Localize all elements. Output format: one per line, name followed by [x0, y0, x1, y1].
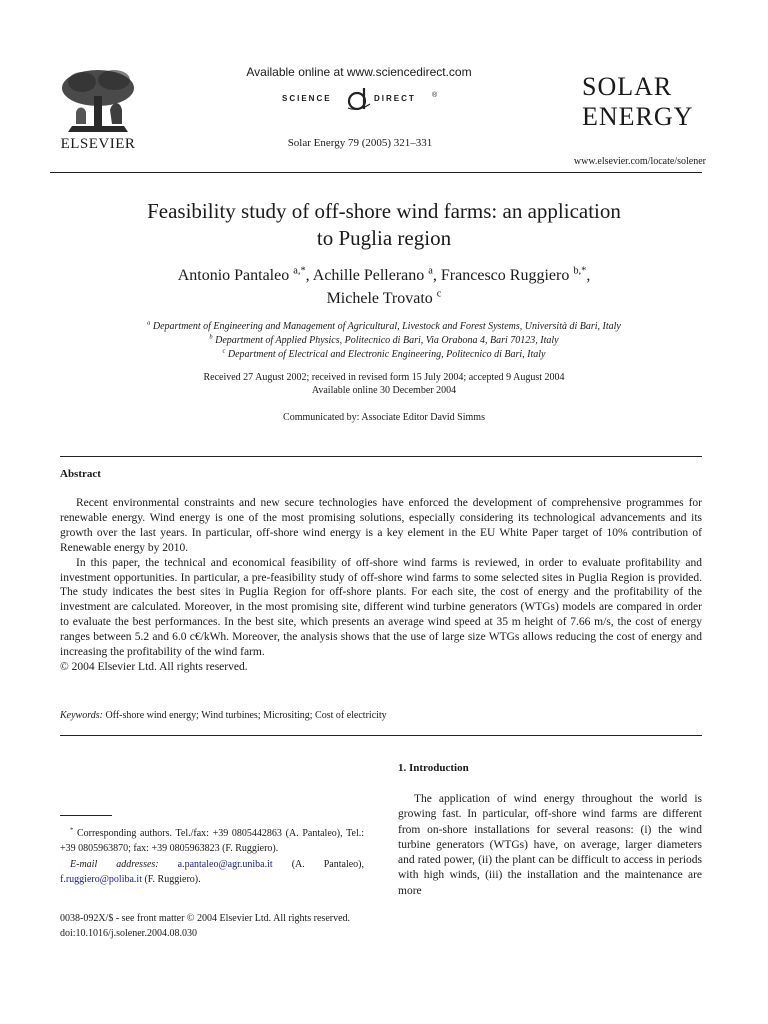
- affiliation-list: [60, 320, 708, 362]
- available-online-text: Available online at www.sciencedirect.com: [246, 65, 472, 79]
- author-name: Achille Pellerano: [312, 267, 425, 284]
- sciencedirect-mark: ®: [432, 92, 438, 99]
- sciencedirect-right: DIRECT: [374, 94, 416, 103]
- abstract-body: [60, 496, 702, 675]
- email-link-pantaleo[interactable]: a.pantaleo@agr.uniba.it: [177, 858, 273, 870]
- footnote-rule: [60, 815, 112, 816]
- author-affiliation-marker: a: [428, 265, 433, 277]
- doi-line: doi:10.1016/j.solener.2004.08.030: [60, 928, 197, 939]
- abstract-heading: Abstract: [60, 468, 101, 480]
- journal-url: www.elsevier.com/locate/solener: [573, 156, 706, 167]
- header-rule: [50, 172, 702, 173]
- article-title-line2: to Puglia region: [316, 226, 452, 250]
- sciencedirect-left: SCIENCE: [282, 94, 332, 103]
- communicated-by: Communicated by: Associate Editor David Simms: [283, 412, 485, 423]
- author-affiliation-marker: a,*: [293, 265, 306, 277]
- footnote-emails: E-mail addresses: a.pantaleo@agr.uniba.it (A. Pantaleo), f.ruggiero@poliba.it (F. Ruggiero).: [60, 858, 365, 885]
- affiliation-item: $^a$ Department of Engineering and Management of Agricultural, Livestock and Forest Systems, Università di Bari, Italy: [147, 319, 621, 332]
- author-name: Francesco Ruggiero: [440, 267, 570, 284]
- keywords-line: [60, 710, 702, 721]
- received-dates: Received 27 August 2002; received in revised form 15 July 2004; accepted 9 August 2004: [203, 372, 565, 383]
- author-list: Antonio Pantaleo $^{a,*}$, Achille Pellerano $^a$, Francesco Ruggiero $^{b,*}$, Michele Trovato $^c$: [177, 265, 591, 307]
- available-online-date: Available online 30 December 2004: [311, 385, 457, 396]
- introduction-paragraph: The application of wind energy throughout the world is growing fast. In particular, off-shore wind farms are different from on-shore installations for several reasons: (i) the wind turbine generators (WTGs) have, on average, larger diameters and rated power, (ii) the plant can be difficult to access in periods with high winds, (iii) the installation and the maintenance are more: [398, 793, 702, 897]
- footnote-corresponding: * Corresponding authors. Tel./fax: +39 0805442863 (A. Pantaleo), Tel.: +39 0805963870; fax: +39 0805963823 (F. Ruggiero).: [60, 826, 365, 855]
- abstract-bottom-rule: [60, 735, 702, 736]
- email-link-ruggiero[interactable]: f.ruggiero@poliba.it: [60, 873, 142, 885]
- author-affiliation-marker: b,*: [573, 265, 587, 277]
- journal-logo: [582, 72, 706, 138]
- article-title: [60, 198, 708, 252]
- abstract-top-rule: [60, 456, 702, 457]
- journal-name-line2: ENERGY: [582, 102, 694, 131]
- article-dates: [60, 371, 708, 397]
- sciencedirect-logo: [240, 86, 480, 112]
- abstract-copyright: © 2004 Elsevier Ltd. All rights reserved.: [60, 660, 248, 673]
- corresponding-footnote: [60, 826, 364, 887]
- elsevier-logo: [52, 66, 144, 152]
- publisher-name: ELSEVIER: [60, 136, 136, 152]
- abstract-paragraph: Recent environmental constraints and new secure technologies have enforced the development of comprehensive programmes for renewable energy. Wind energy is one of the most promising solutions, especially considering its technological advancements and its growth over the last years. In particular, off-shore wind energy is a key element in the EU White Paper target of 10% contribution of Renewable energy by 2010.: [60, 497, 702, 554]
- journal-name-line1: SOLAR: [582, 72, 673, 101]
- introduction-body: [398, 792, 702, 899]
- introduction-heading: 1. Introduction: [398, 762, 469, 774]
- author-affiliation-marker: c: [436, 288, 442, 300]
- article-title-line1: Feasibility study of off-shore wind farms: an application: [147, 199, 621, 223]
- sciencedirect-d-icon: [344, 86, 372, 112]
- issn-line: 0038-092X/$ - see front matter © 2004 Elsevier Ltd. All rights reserved.: [60, 913, 351, 924]
- keywords-text: Off-shore wind energy; Wind turbines; Micrositing; Cost of electricity: [105, 710, 387, 721]
- abstract-paragraph: In this paper, the technical and economical feasibility of off-shore wind farms is reviewed, in order to evaluate profitability and investment opportunities. In particular, a pre-feasibility study of off-shore wind farms to some selected sites in Puglia Region is provided. The study indicates the best sites in Puglia Region for off-shore plants. For each site, the cost of energy and the profitability of the investment are calculated. Moreover, in the most promising site, different wind turbine generators (WTGs) models are compared in order to evaluate the best performances. In the best site, which presents an average wind speed at 35 m height of 7.66 m/s, the cost of energy ranges between 5.2 and 6.0 c€/kWh. Moreover, the analysis shows that the use of large size WTGs allows reducing the cost of energy and increasing the profitability of the wind farm.: [60, 556, 702, 659]
- bottom-info: [60, 911, 560, 941]
- keywords-label: Keywords:: [60, 710, 103, 721]
- elsevier-tree-icon: [52, 66, 144, 136]
- affiliation-item: $^c$ Department of Electrical and Electronic Engineering, Politecnico di Bari, Italy: [222, 347, 546, 360]
- author-name: Antonio Pantaleo: [177, 267, 290, 284]
- email-label: E-mail addresses:: [70, 858, 159, 870]
- journal-citation: Solar Energy 79 (2005) 321–331: [287, 137, 433, 149]
- author-name: Michele Trovato: [326, 290, 433, 307]
- affiliation-item: $^b$ Department of Applied Physics, Politecnico di Bari, Via Orabona 4, Bari 70123, Italy: [209, 333, 559, 346]
- footnote-star: *: [70, 826, 74, 834]
